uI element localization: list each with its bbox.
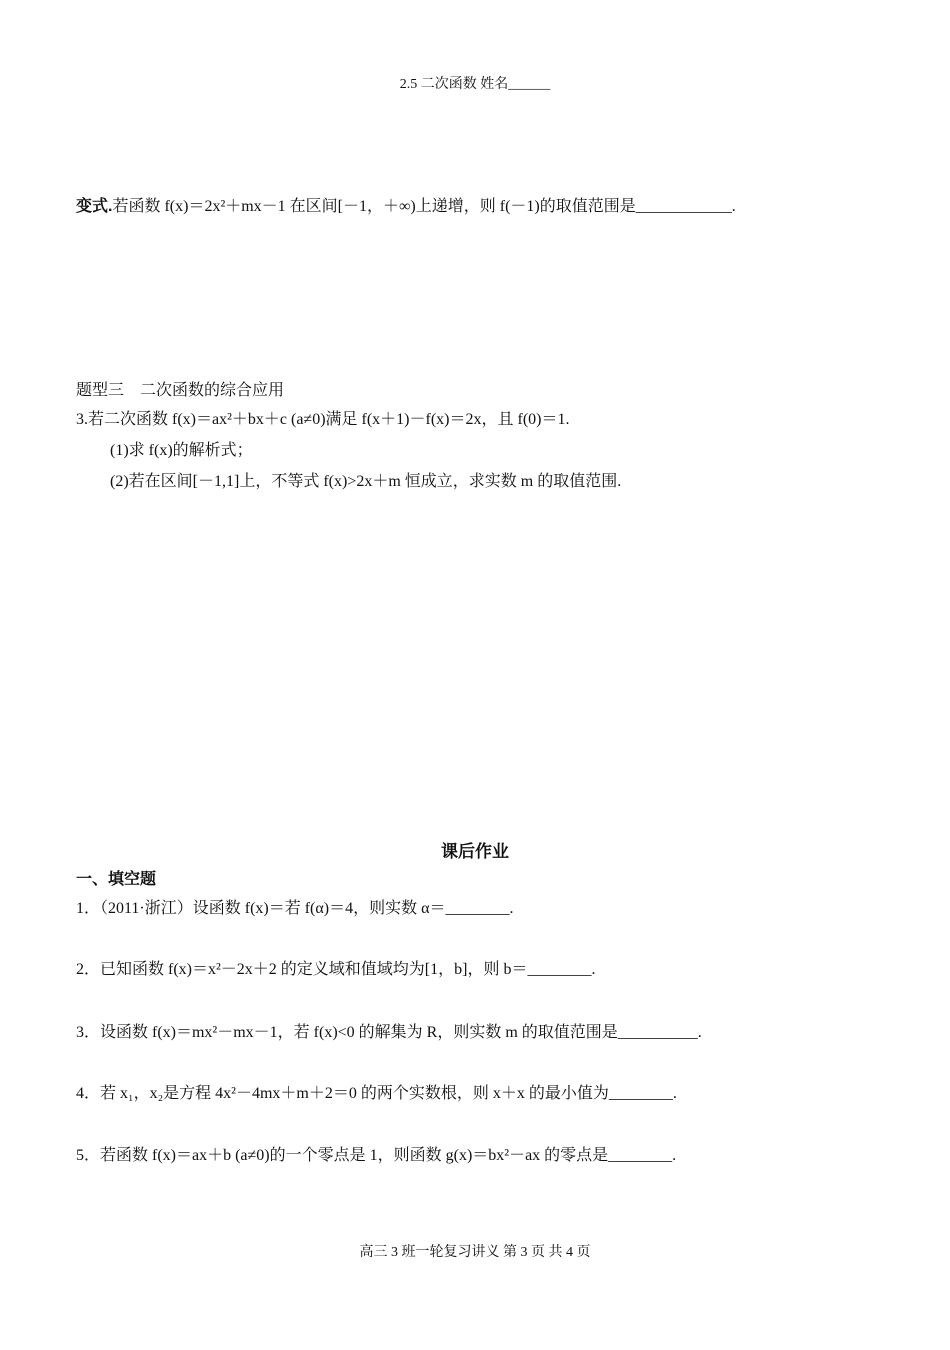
variant-problem xyxy=(76,197,736,217)
page-footer: 高三 3 班一轮复习讲义 第 3 页 共 4 页 xyxy=(359,1245,591,1260)
homework-section-title: 一、填空题 xyxy=(76,871,157,888)
type3-heading: 题型三 二次函数的综合应用 xyxy=(76,382,285,399)
problem-3-part-2: (2)若在区间[－1,1]上，不等式 f(x)>2x＋m 恒成立，求实数 m 的取值范围. xyxy=(110,473,622,490)
homework-title: 课后作业 xyxy=(441,842,509,861)
homework-item-4: 4．若 x₁，x₂是方程 4x²－4mx＋m＋2＝0 的两个实数根，则 x＋x 的最小值为________. xyxy=(76,1085,677,1102)
variant-text: 若函数 f(x)＝2x²＋mx－1 在区间[－1，＋∞)上递增，则 f(－1)的取值范围是____________. xyxy=(112,198,736,215)
homework-item-5: 5．若函数 f(x)＝ax＋b (a≠0)的一个零点是 1，则函数 g(x)＝bx²－ax 的零点是________. xyxy=(76,1147,677,1164)
variant-label: 变式. xyxy=(76,198,113,215)
homework-item-1: 1．（2011·浙江）设函数 f(x)＝若 f(α)＝4，则实数 α＝________. xyxy=(76,900,514,917)
problem-3-part-1: (1)求 f(x)的解析式； xyxy=(110,442,253,459)
page-header: 2.5 二次函数 姓名______ xyxy=(399,77,551,92)
homework-item-3: 3．设函数 f(x)＝mx²－mx－1，若 f(x)<0 的解集为 R，则实数 m 的取值范围是__________. xyxy=(76,1024,702,1041)
homework-item-2: 2．已知函数 f(x)＝x²－2x＋2 的定义域和值域均为[1，b]，则 b＝________. xyxy=(76,961,596,978)
problem-3: 3.若二次函数 f(x)＝ax²＋bx＋c (a≠0)满足 f(x＋1)－f(x)＝2x，且 f(0)＝1. xyxy=(76,411,570,428)
